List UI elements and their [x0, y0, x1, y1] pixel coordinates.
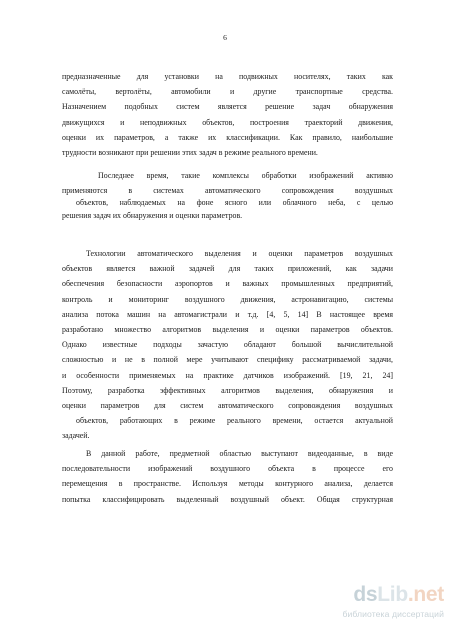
- text-line: контроль и мониторинг воздушного движения, астронавигацию, системы: [62, 294, 393, 304]
- text-line: обеспечения безопасности аэропортов и важных промышленных предприятий,: [62, 279, 393, 289]
- text-line: Назначением подобных систем является решение задач обнаружения: [62, 102, 393, 112]
- text-line: перемещения в пространстве. Используя методы контурного анализа, делается: [62, 479, 393, 489]
- paragraph-1: [62, 69, 393, 160]
- text-line: оценки параметров для систем автоматического сопровождения воздушных: [62, 400, 393, 410]
- text-line: Технологии автоматического выделения и оценки параметров воздушных: [86, 249, 393, 258]
- paragraph-4: [62, 446, 393, 507]
- dslib-watermark: [334, 583, 444, 619]
- logo-part-lib: Lib: [377, 583, 408, 606]
- text-line: оценки их параметров, а также их классификации. Как правило, наибольшие: [62, 132, 393, 142]
- logo-part-net: .net: [407, 583, 444, 606]
- paragraph-2: [62, 168, 393, 224]
- text-line: задачей.: [62, 431, 90, 441]
- watermark-subtitle: библиотека диссертаций: [342, 609, 444, 619]
- text-line: В данной работе, предметной областью выступают видеоданные, в виде: [86, 449, 393, 458]
- paragraph-3: [62, 246, 393, 443]
- text-line: самолёты, вертолёты, автомобили и другие транспортные средства.: [62, 87, 393, 97]
- text-line: последовательности изображений воздушного объекта в процессе его: [62, 464, 393, 474]
- text-line: движущихся и неподвижных объектов, построения траекторий движения,: [62, 117, 393, 127]
- text-line: разработано множество алгоритмов выделения и оценки параметров объектов.: [62, 324, 393, 334]
- text-line: Однако известные подходы зачастую обладают большой вычислительной: [62, 340, 393, 350]
- text-line: анализа потока машин на автомагистрали и т.д. [4, 5, 14] В настоящее время: [62, 309, 393, 319]
- text-line: объектов, работающих в режиме реального времени, остается актуальной: [76, 416, 393, 426]
- page-number: 6: [223, 33, 227, 42]
- logo-part-ds: ds: [353, 583, 378, 606]
- text-line: сложностью и не в полной мере учитывают специфику рассматриваемой задачи,: [62, 355, 393, 365]
- text-line: трудности возникают при решении этих задач в режиме реального времени.: [62, 147, 318, 157]
- text-line: применяются в системах автоматического сопровождения воздушных: [62, 186, 393, 196]
- text-line: объектов является важной задачей для таких приложений, как задачи: [62, 264, 393, 274]
- text-line: и особенности применяемых на практике датчиков изображений. [19, 21, 24]: [62, 370, 393, 380]
- text-line: решения задач их обнаружения и оценки параметров.: [62, 211, 243, 221]
- text-line: предназначенные для установки на подвижных носителях, таких как: [62, 72, 393, 81]
- text-line: объектов, наблюдаемых на фоне ясного или облачного неба, с целью: [76, 198, 393, 208]
- text-line: Поэтому, разработка эффективных алгоритмов выделения, обнаружения и: [62, 385, 393, 395]
- text-line: Последнее время, такие комплексы обработки изображений активно: [98, 171, 393, 180]
- text-line: попытка классифицировать выделенный воздушный объект. Общая структурная: [62, 494, 393, 504]
- dslib-logo: [334, 583, 444, 607]
